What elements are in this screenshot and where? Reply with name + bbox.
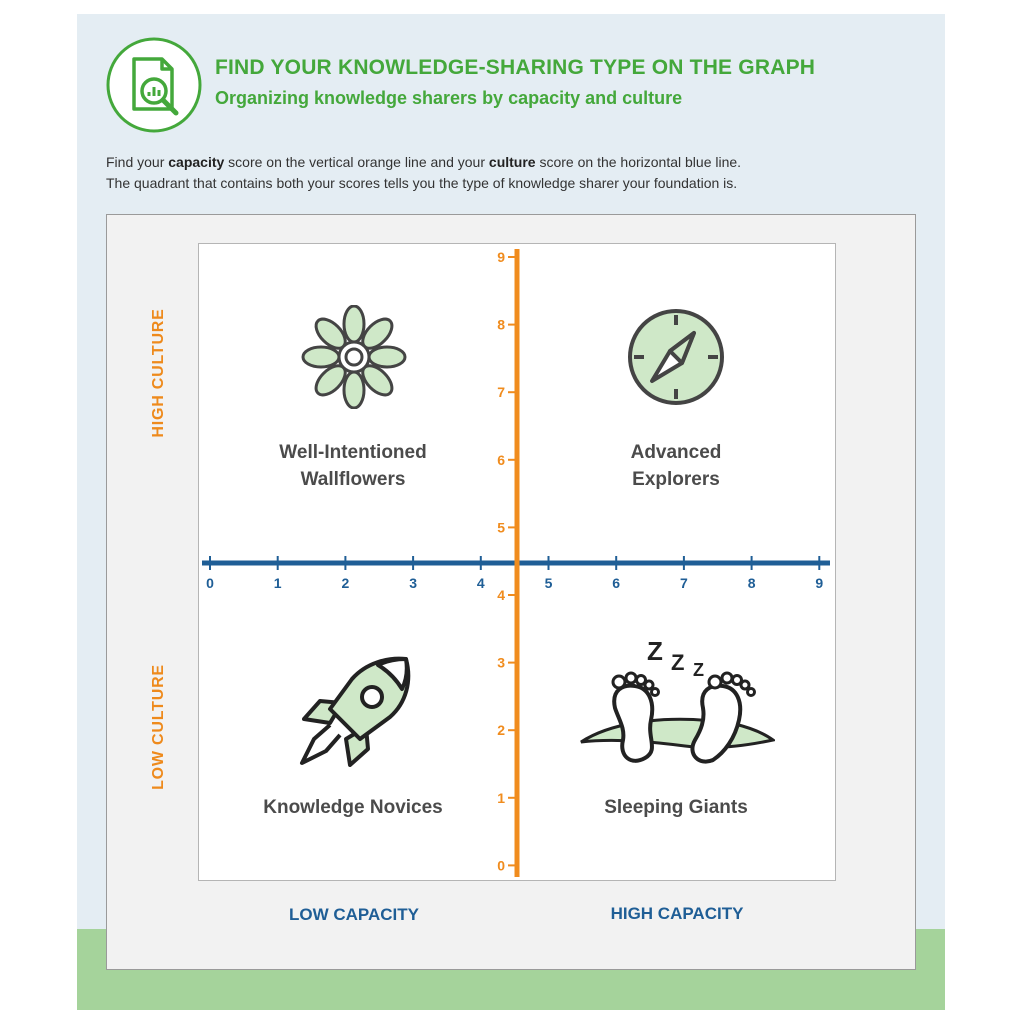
high-capacity-label: HIGH CAPACITY	[610, 904, 744, 923]
vertical-tick-label: 8	[497, 316, 505, 333]
rocket-icon	[292, 653, 416, 773]
vertical-tick-label: 1	[497, 789, 505, 806]
horizontal-tick-label: 9	[815, 575, 824, 591]
horizontal-tick-label: 8	[747, 575, 756, 591]
vertical-tick-label: 0	[497, 857, 505, 874]
quadrant-title-top-right: Advanced Explorers	[630, 442, 722, 490]
low-culture-label: LOW CULTURE	[150, 664, 167, 790]
intro-text	[106, 152, 926, 194]
page-title: FIND YOUR KNOWLEDGE-SHARING TYPE ON THE GRAPH	[215, 56, 816, 79]
horizontal-tick-label: 1	[273, 575, 282, 591]
quadrant-title-bottom-left: Knowledge Novices	[263, 797, 443, 818]
intro-line-1: Find your capacity score on the vertical orange line and your culture score on the horizontal blue line.	[106, 154, 742, 170]
page-subtitle: Organizing knowledge sharers by capacity and culture	[215, 88, 683, 108]
vertical-tick-label: 9	[497, 249, 505, 265]
vertical-tick-label: 3	[497, 654, 505, 671]
quadrant-title-bottom-right: Sleeping Giants	[604, 797, 748, 818]
quadrant-area	[198, 243, 836, 881]
horizontal-tick-label: 6	[612, 575, 621, 591]
horizontal-tick-label: 7	[680, 575, 688, 591]
vertical-tick-label: 2	[497, 722, 505, 739]
report-magnifier-icon	[106, 37, 202, 133]
snore-z-2: Z	[671, 650, 685, 675]
horizontal-tick-label: 3	[409, 575, 417, 591]
snore-z-1: Z	[647, 636, 663, 666]
low-capacity-label: LOW CAPACITY	[288, 905, 419, 924]
horizontal-tick-label: 5	[544, 575, 553, 591]
snore-z-3: Z	[693, 660, 704, 680]
flower-icon	[301, 305, 407, 409]
vertical-tick-label: 7	[497, 384, 505, 401]
horizontal-tick-label: 2	[341, 575, 350, 591]
compass-icon	[626, 307, 726, 407]
sleeping-feet-icon	[575, 628, 775, 768]
vertical-tick-label: 4	[497, 587, 505, 603]
intro-line-2: The quadrant that contains both your scores tells you the type of knowledge sharer your foundation is.	[106, 175, 738, 191]
horizontal-tick-label: 0	[206, 575, 214, 591]
quadrant-title-top-left: Well-Intentioned Wallflowers	[279, 442, 427, 490]
high-culture-label: HIGH CULTURE	[150, 308, 167, 438]
horizontal-tick-label: 4	[476, 575, 485, 591]
vertical-tick-label: 5	[497, 519, 505, 536]
vertical-tick-label: 6	[497, 451, 505, 468]
